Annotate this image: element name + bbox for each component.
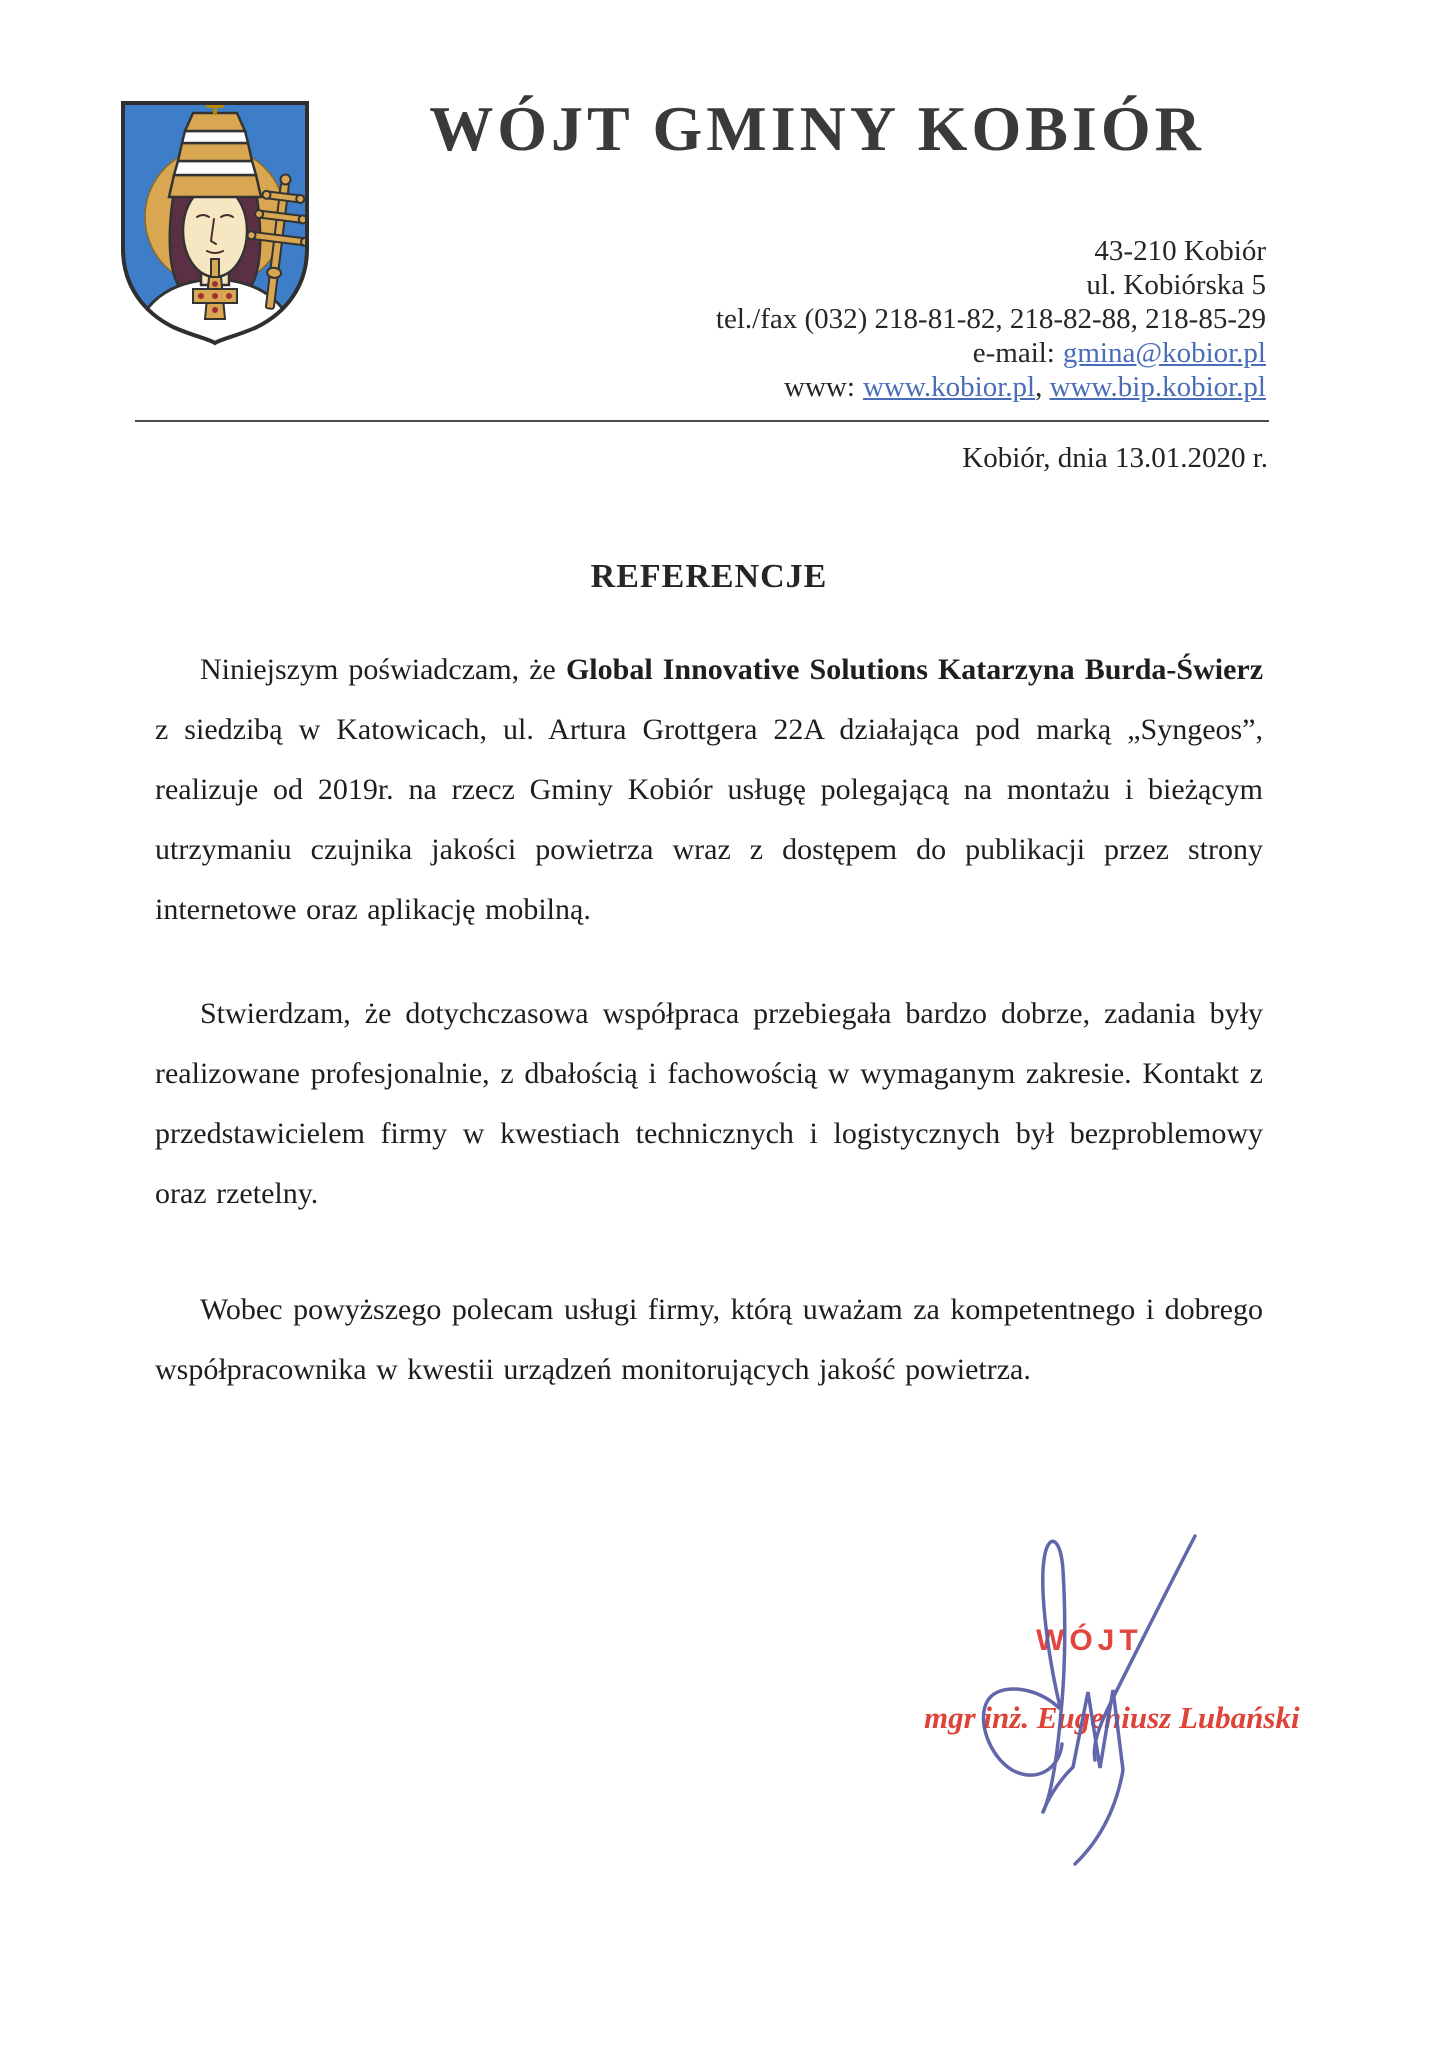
email-link[interactable]: gmina@kobior.pl (1062, 337, 1266, 369)
letterhead-divider (135, 420, 1269, 422)
email-line (716, 336, 1266, 370)
www-line (716, 370, 1266, 404)
paragraph-1 (155, 640, 1263, 940)
date-line: Kobiór, dnia 13.01.2020 r. (962, 442, 1268, 474)
document-heading: REFERENCJE (590, 558, 828, 595)
stamp-name: mgr inż. Eugeniusz Lubański (924, 1700, 1300, 1735)
paragraph-3: Wobec powyższego polecam usługi firmy, którą uważam za kompetentnego i dobrego współpracownika w kwestii urządzeń monitorujących jakość powietrza. (155, 1293, 1263, 1386)
paragraph-1-text: Niniejszym poświadczam, że (200, 653, 566, 686)
handwritten-signature-icon (960, 1532, 1220, 1924)
company-name-bold: Global Innovative Solutions Katarzyna Burda-Świerz (565, 653, 1264, 686)
website-link-2[interactable]: www.bip.kobior.pl (1049, 371, 1266, 403)
street-line: ul. Kobiórska 5 (1086, 269, 1266, 301)
letter-body (155, 640, 1263, 1444)
paragraph-1-text-cont: z siedzibą w Katowicach, ul. Artura Grottgera 22A działająca pod marką „Syngeos”, realizuje od 2019r. na rzecz Gminy Kobiór usługę polegającą na montażu i bieżącym utrzymaniu czujnika jakości powietrza wraz z dostępem do publikacji przez strony internetowe oraz aplikację mobilną. (155, 713, 1263, 926)
postal-city-line: 43-210 Kobiór (1094, 235, 1266, 267)
stamp-title: WÓJT (1036, 1624, 1143, 1657)
email-label: e-mail: (972, 337, 1055, 369)
www-label: www: (784, 371, 855, 403)
kobior-coat-of-arms-icon (117, 98, 313, 346)
paragraph-2: Stwierdzam, że dotychczasowa współpraca przebiegała bardzo dobrze, zadania były realizowane profesjonalnie, z dbałością i fachowością w wymaganym zakresie. Kontakt z przedstawicielem firmy w kwestiach technicznych i logistycznych był bezproblemowy oraz rzetelny. (155, 997, 1263, 1210)
letterhead-title: WÓJT GMINY KOBIÓR (429, 93, 1205, 164)
website-link-1[interactable]: www.kobior.pl (862, 371, 1036, 403)
phone-fax-line: tel./fax (032) 218-81-82, 218-82-88, 218-85-29 (715, 303, 1266, 335)
letterhead-contact (716, 234, 1266, 404)
website-separator: , (1035, 371, 1050, 403)
